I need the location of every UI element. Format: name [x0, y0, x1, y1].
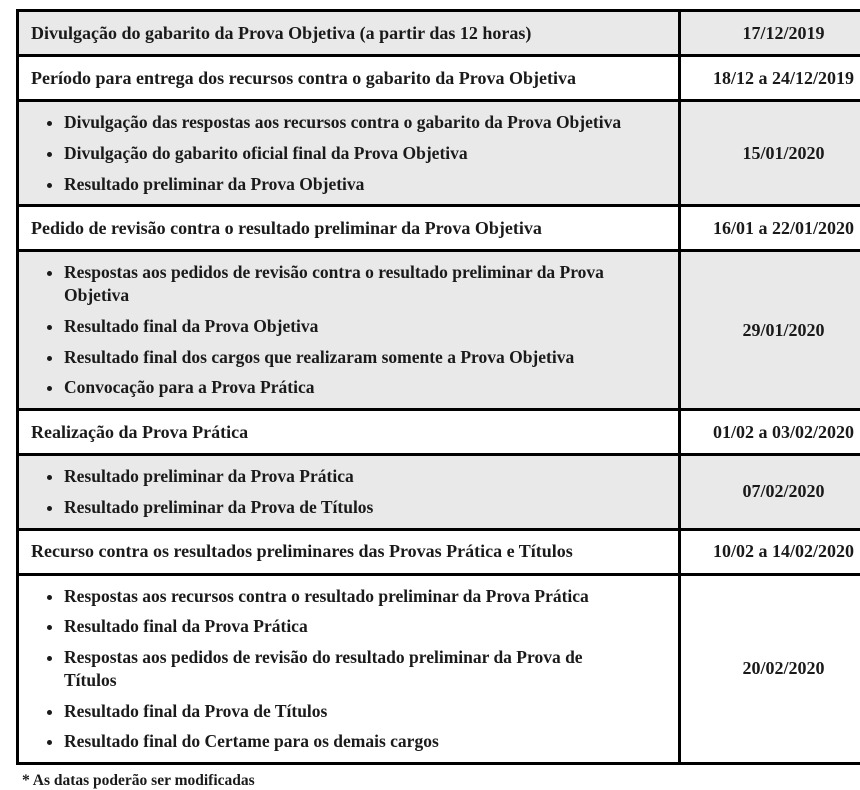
event-cell: Pedido de revisão contra o resultado preliminar da Prova Objetiva: [18, 206, 680, 251]
event-bullet-item: • Respostas aos recursos contra o resultado preliminar da Prova Prática: [64, 585, 677, 608]
event-cell: [18, 455, 680, 530]
table-row: [18, 455, 860, 530]
event-cell: Realização da Prova Prática: [18, 410, 680, 455]
event-cell: [18, 574, 680, 764]
event-bullet-item: • Divulgação das respostas aos recursos contra o gabarito da Prova Objetiva: [64, 111, 677, 134]
event-bullet-list: [20, 585, 677, 754]
table-row: [18, 529, 860, 574]
schedule-table-body: [18, 11, 860, 764]
schedule-table-container: [16, 9, 846, 790]
footnote: * As datas poderão ser modificadas: [22, 772, 846, 790]
date-cell: 29/01/2020: [680, 251, 860, 410]
table-row: [18, 206, 860, 251]
event-cell: [18, 101, 680, 206]
event-cell: [18, 251, 680, 410]
event-bullet-item: • Resultado preliminar da Prova Objetiva: [64, 173, 677, 196]
table-row: [18, 574, 860, 764]
event-bullet-list: [20, 261, 677, 399]
date-cell: 16/01 a 22/01/2020: [680, 206, 860, 251]
event-bullet-item: • Respostas aos pedidos de revisão contra o resultado preliminar da Prova Objetiva: [64, 261, 677, 307]
event-bullet-item: • Resultado final da Prova Prática: [64, 615, 677, 638]
event-bullet-item: • Convocação para a Prova Prática: [64, 376, 677, 399]
event-bullet-item: • Resultado preliminar da Prova Prática: [64, 465, 677, 488]
table-row: [18, 251, 860, 410]
date-cell: 07/02/2020: [680, 455, 860, 530]
table-row: [18, 101, 860, 206]
date-cell: 20/02/2020: [680, 574, 860, 764]
event-bullet-item: • Resultado final da Prova Objetiva: [64, 315, 677, 338]
event-bullet-list: [20, 111, 677, 195]
event-cell: Período para entrega dos recursos contra o gabarito da Prova Objetiva: [18, 56, 680, 101]
event-bullet-item: • Resultado final do Certame para os demais cargos: [64, 730, 677, 753]
event-bullet-item: • Respostas aos pedidos de revisão do resultado preliminar da Prova de Títulos: [64, 646, 677, 692]
table-row: [18, 410, 860, 455]
event-bullet-item: • Resultado final da Prova de Títulos: [64, 700, 677, 723]
date-cell: 17/12/2019: [680, 11, 860, 56]
event-bullet-item: • Resultado preliminar da Prova de Títulos: [64, 496, 677, 519]
table-row: [18, 56, 860, 101]
date-cell: 18/12 a 24/12/2019: [680, 56, 860, 101]
schedule-table: [16, 9, 860, 765]
event-cell: Recurso contra os resultados preliminares das Provas Prática e Títulos: [18, 529, 680, 574]
event-bullet-list: [20, 465, 677, 519]
date-cell: 15/01/2020: [680, 101, 860, 206]
event-bullet-item: • Divulgação do gabarito oficial final da Prova Objetiva: [64, 142, 677, 165]
date-cell: 01/02 a 03/02/2020: [680, 410, 860, 455]
table-row: [18, 11, 860, 56]
event-cell: Divulgação do gabarito da Prova Objetiva (a partir das 12 horas): [18, 11, 680, 56]
date-cell: 10/02 a 14/02/2020: [680, 529, 860, 574]
event-bullet-item: • Resultado final dos cargos que realizaram somente a Prova Objetiva: [64, 346, 677, 369]
